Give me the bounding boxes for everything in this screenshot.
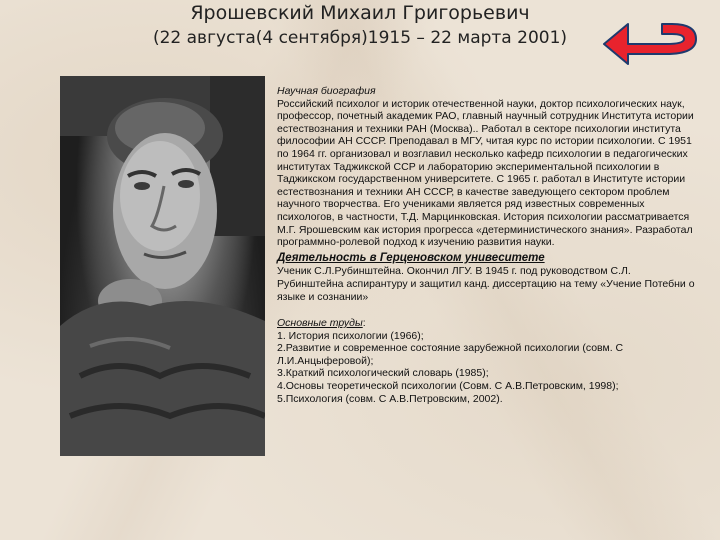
life-dates: (22 августа(4 сентября)1915 – 22 марта 2001) — [152, 28, 568, 48]
work-item: 5.Психология (совм. С А.В.Петровским, 2002). — [277, 392, 503, 405]
work-item: 2.Развитие и современное состояние зарубежной психологии (совм. С Л.И.Анцыферовой); — [277, 342, 624, 367]
activity-heading: Деятельность в Герценовском унивеситете — [277, 251, 545, 264]
bio-heading: Научная биография — [277, 85, 376, 97]
work-item: 4.Основы теоретической психологии (Совм. С А.В.Петровским, 1998); — [277, 380, 619, 393]
work-item: 1. История психологии (1966); — [277, 329, 424, 342]
bio-text: Российский психолог и историк отечественной науки, доктор психологических наук, профессор, почетный академик РАО, главный научный сотрудник Института истории естествознания и техники РАН (Москва).. Работал в секторе психологии института философии АН СССР. Преподавал в МГУ, читая курс по истории психологии. С 1951 по 1964 гг. организовал и возглавил несколько кафедр психологии в педагогических институтах Таджикской ССР и лабораторию экспериментальной психологии в Таджикском государственном университете. С 1965 г. работал в Институте истории естествознания и техники АН СССР, в качестве заведующего сектором проблем научного творчества. Его учениками является ряд известных современных психологов, в частности, Т.Д. Марцинковская. История психологии рассматривается М.Г. Ярошевским как история прогресса «детерминистического знания». Разработал программно-ролевой подход к изучению развития науки. — [277, 97, 694, 249]
works-colon: : — [362, 317, 366, 330]
page-title: Ярошевский Михаил Григорьевич — [190, 2, 530, 24]
back-arrow-icon[interactable] — [600, 20, 700, 70]
activity-text: Ученик С.Л.Рубинштейна. Окончил ЛГУ. В 1945 г. под руководством С.Л. Рубинштейна аспирантуру и защитил канд. диссертацию на тему «Учение Потебни о языке и сознании» — [277, 265, 695, 303]
works-heading-line — [277, 317, 697, 330]
biography-content — [277, 85, 697, 405]
portrait-photo — [60, 76, 265, 456]
work-item: 3.Краткий психологический словарь (1985); — [277, 367, 489, 380]
portrait-drawing — [60, 76, 265, 456]
works-heading: Основные труды — [277, 317, 363, 330]
